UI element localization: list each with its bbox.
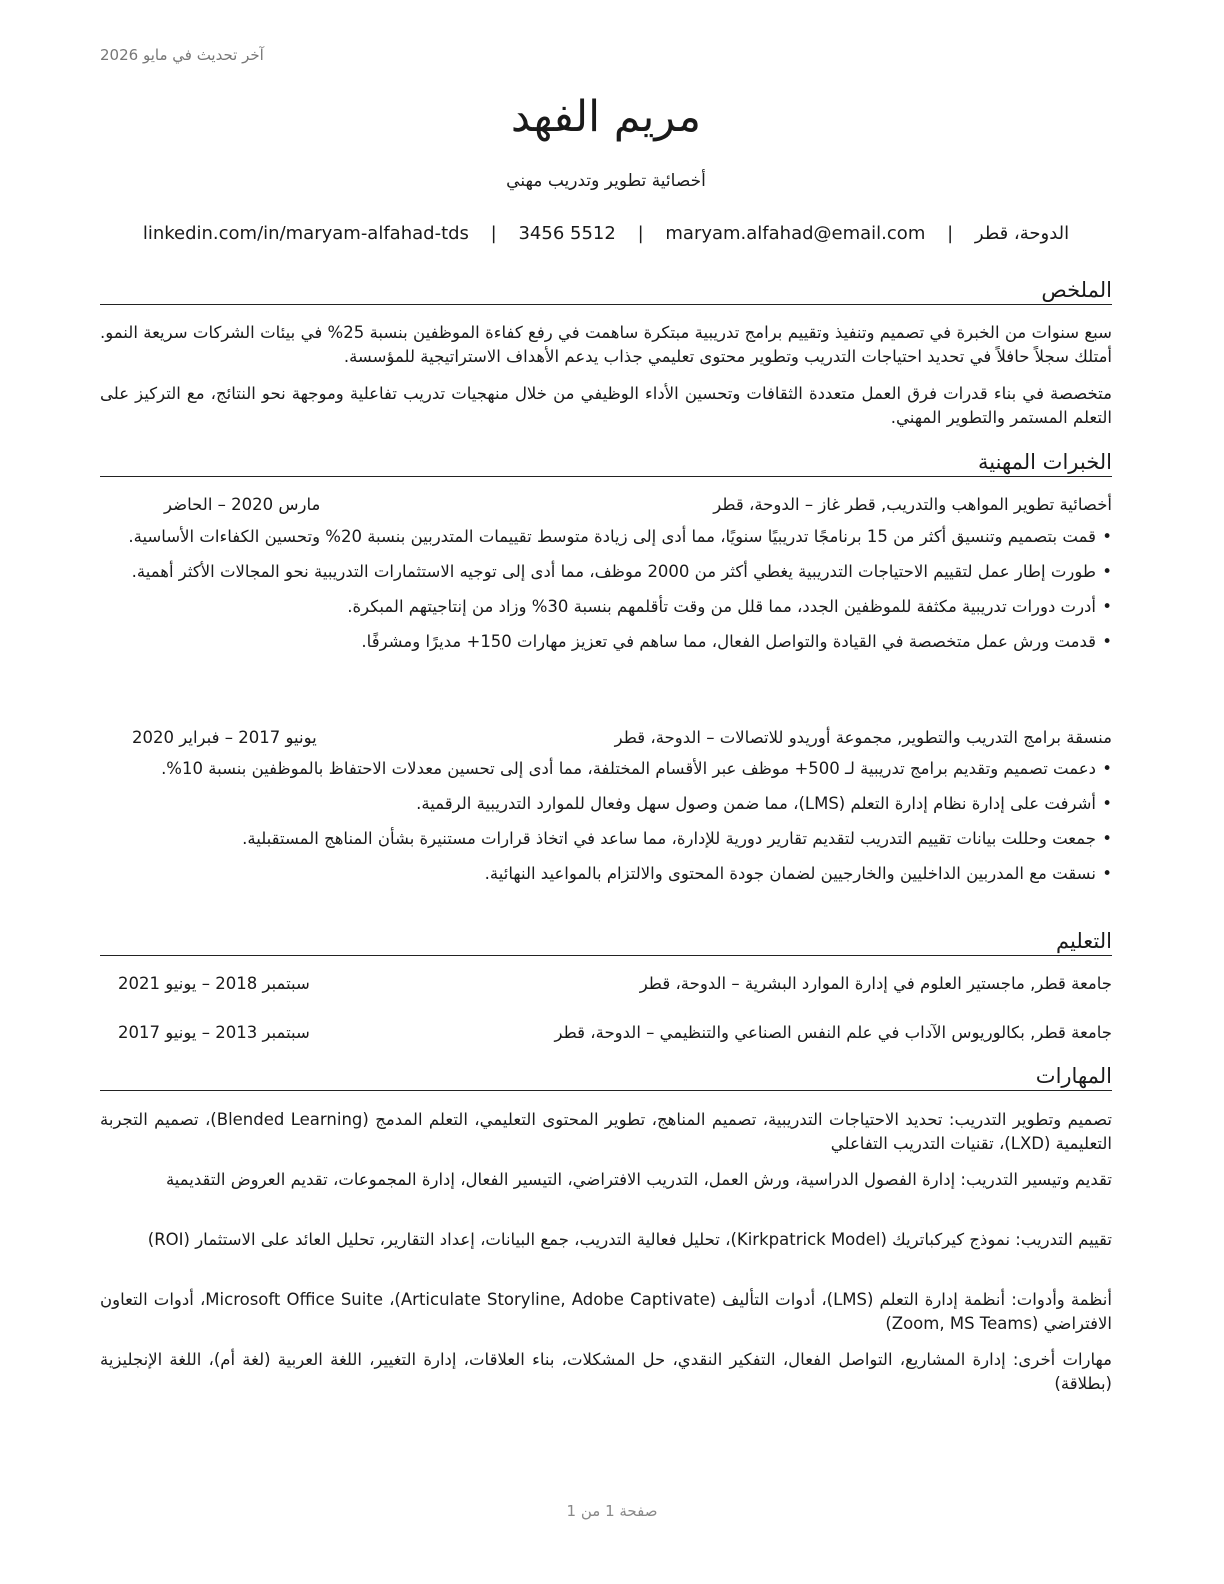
- bullet-item: • جمعت وحللت بيانات تقييم التدريب لتقديم تقارير دورية للإدارة، مما ساعد في اتخاذ قرارات مستنيرة بشأن المناهج المستقبلية.: [100, 827, 1112, 851]
- contact-linkedin[interactable]: linkedin.com/in/maryam-alfahad-tds: [142, 223, 469, 244]
- bullet-item: • قدمت ورش عمل متخصصة في القيادة والتواصل الفعال، مما ساهم في تعزيز مهارات 150+ مديرًا ومشرفًا.: [100, 630, 1112, 654]
- skill-line: أنظمة وأدوات: أنظمة إدارة التعلم (LMS)، أدوات التأليف (Articulate Storyline, Adobe Captivate)، Microsoft Office Suite، أدوات التعاون الافتراضي (Zoom, MS Teams): [100, 1290, 1112, 1333]
- bullet-item: • قمت بتصميم وتنسيق أكثر من 15 برنامجًا تدريبيًا سنويًا، مما أدى إلى زيادة متوسط تقييمات المتدربين بنسبة 20% وتحسين الكفاءات الأساسية.: [100, 525, 1112, 549]
- contact-separator: |: [947, 223, 954, 244]
- skill-line: تصميم وتطوير التدريب: تحديد الاحتياجات التدريبية، تصميم المناهج، تطوير المحتوى التعليمي، التعلم المدمج (Blended Learning)، تصميم التجربة التعليمية (LXD)، تقنيات التدريب التفاعلي: [100, 1110, 1112, 1153]
- education-dates: سبتمبر 2018 – يونيو 2021: [118, 974, 310, 993]
- contact-phone[interactable]: 3456 5512: [518, 223, 616, 244]
- contact-email[interactable]: maryam.alfahad@email.com: [665, 223, 926, 244]
- job-bullets: [100, 757, 1112, 897]
- experience-heading: الخبرات المهنية: [100, 449, 1112, 477]
- page-number: صفحة 1 من 1: [566, 1502, 658, 1520]
- bullet-item: • أدرت دورات تدريبية مكثفة للموظفين الجدد، مما قلل من وقت تأقلمهم بنسبة 30% وزاد من إنتاجيتهم المبكرة.: [100, 595, 1112, 619]
- skill-line: تقييم التدريب: نموذج كيركباتريك (Kirkpatrick Model)، تحليل فعالية التدريب، جمع البيانات، إعداد التقارير، تحليل العائد على الاستثمار (ROI): [147, 1230, 1112, 1249]
- summary-paragraph: متخصصة في بناء قدرات فرق العمل متعددة الثقافات وتحسين الأداء الوظيفي من خلال منهجيات تدريب تفاعلية وموجهة نحو النتائج، مع التركيز على التعلم المستمر والتطوير المهني.: [100, 384, 1112, 427]
- bullet-item: • أشرفت على إدارة نظام إدارة التعلم (LMS)، مما ضمن وصول سهل وفعال للموارد التدريبية الرقمية.: [100, 792, 1112, 816]
- contact-line: [100, 223, 1112, 244]
- summary-paragraph: سبع سنوات من الخبرة في تصميم وتنفيذ وتقييم برامج تدريبية مبتكرة ساهمت في رفع كفاءة الموظفين بنسبة 25% في بيئات الشركات سريعة النمو. أمتلك سجلاً حافلاً في تحديد احتياجات التدريب وتطوير محتوى تعليمي جذاب يدعم الأهداف الاستراتيجية للمؤسسة.: [100, 323, 1112, 366]
- job-header: [100, 726, 1112, 750]
- education-dates: سبتمبر 2013 – يونيو 2017: [118, 1023, 310, 1042]
- contact-separator: |: [490, 223, 497, 244]
- job-header: [100, 493, 1112, 517]
- bullet-item: • نسقت مع المدربين الداخليين والخارجيين لضمان جودة المحتوى والالتزام بالمواعيد النهائية.: [100, 862, 1112, 886]
- skill-line: تقديم وتيسير التدريب: إدارة الفصول الدراسية، ورش العمل، التدريب الافتراضي، التيسير الفعال، إدارة المجموعات، تقديم العروض التقديمية: [165, 1170, 1112, 1189]
- contact-location: الدوحة، قطر: [974, 223, 1070, 244]
- job-title-company: منسقة برامج التدريب والتطوير, مجموعة أوريدو للاتصالات – الدوحة، قطر: [614, 728, 1112, 747]
- job-title-company: أخصائية تطوير المواهب والتدريب, قطر غاز – الدوحة، قطر: [713, 495, 1112, 514]
- skills-heading: المهارات: [100, 1063, 1112, 1091]
- contact-separator: |: [637, 223, 644, 244]
- education-degree: جامعة قطر, بكالوريوس الآداب في علم النفس الصناعي والتنظيمي – الدوحة، قطر: [554, 1023, 1112, 1042]
- job-dates: مارس 2020 – الحاضر: [164, 495, 321, 514]
- candidate-name: مريم الفهد: [510, 92, 702, 142]
- education-heading: التعليم: [100, 928, 1112, 956]
- bullet-item: • طورت إطار عمل لتقييم الاحتياجات التدريبية يغطي أكثر من 2000 موظف، مما أدى إلى توجيه الاستثمارات التدريبية نحو المجالات الأكثر أهمية.: [100, 560, 1112, 584]
- bullet-item: • دعمت تصميم وتقديم برامج تدريبية لـ 500+ موظف عبر الأقسام المختلفة، مما أدى إلى تحسين معدلات الاحتفاظ بالموظفين بنسبة 10%.: [100, 757, 1112, 781]
- job-title: أخصائية تطوير وتدريب مهني: [506, 171, 706, 191]
- last-updated: آخر تحديث في مايو 2026: [100, 46, 264, 64]
- resume-page: [100, 0, 1112, 1584]
- job-bullets: [100, 525, 1112, 665]
- education-degree: جامعة قطر, ماجستير العلوم في إدارة الموارد البشرية – الدوحة، قطر: [639, 974, 1112, 993]
- education-item: [100, 972, 1112, 996]
- job-dates: يونيو 2017 – فبراير 2020: [132, 728, 317, 747]
- skill-line: مهارات أخرى: إدارة المشاريع، التواصل الفعال، التفكير النقدي، حل المشكلات، بناء العلاقات، إدارة التغيير، اللغة العربية (لغة أم)، اللغة الإنجليزية (بطلاقة): [100, 1350, 1112, 1393]
- education-item: [100, 1021, 1112, 1045]
- summary-heading: الملخص: [100, 277, 1112, 305]
